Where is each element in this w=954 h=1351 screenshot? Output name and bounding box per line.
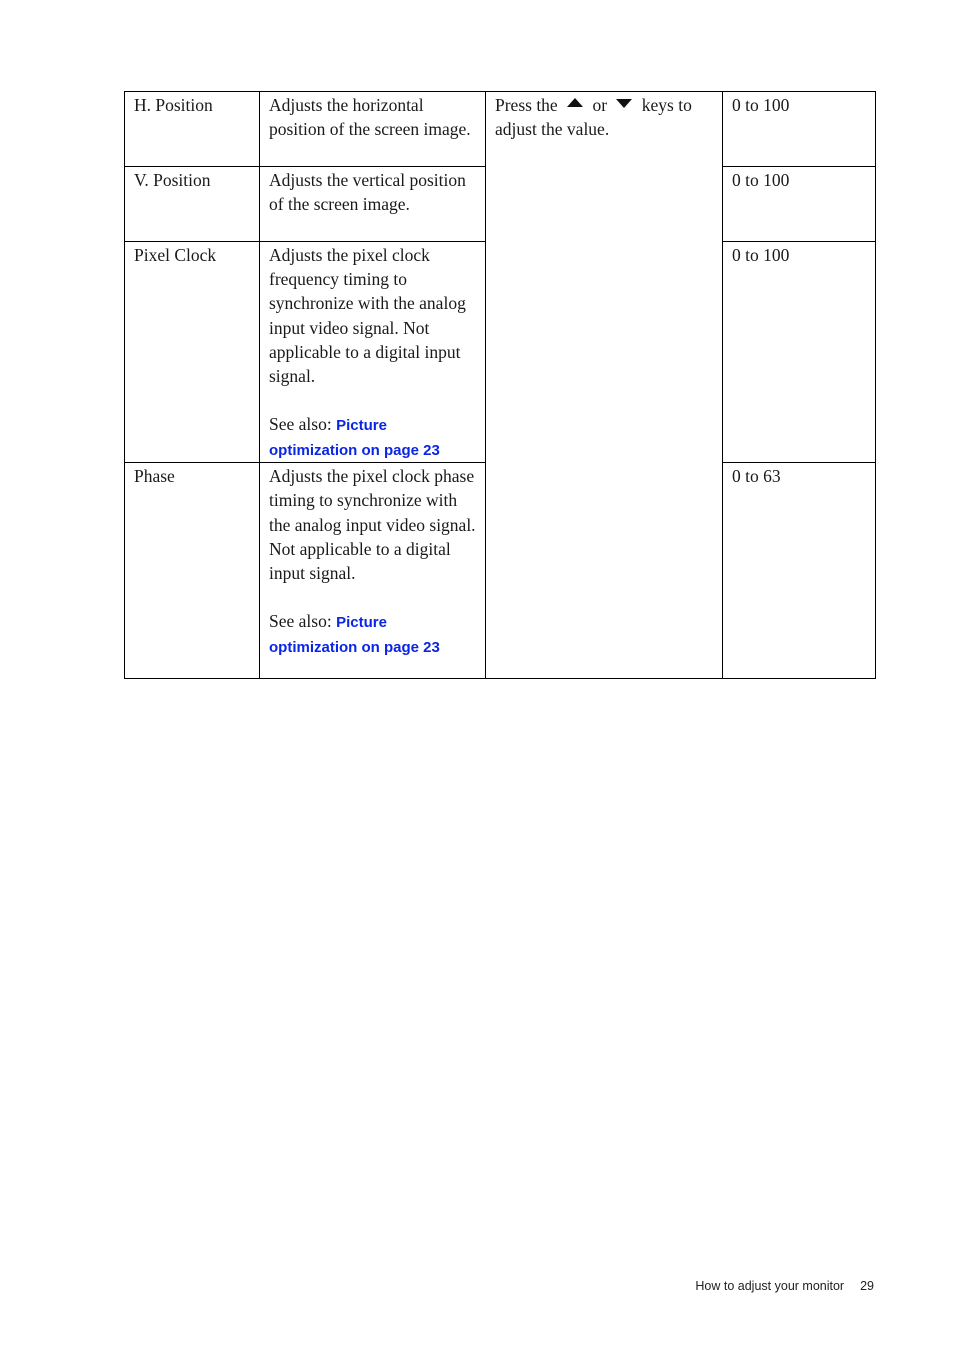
- item-name: Phase: [125, 463, 260, 679]
- item-name: Pixel Clock: [125, 242, 260, 463]
- item-name: H. Position: [125, 92, 260, 167]
- up-arrow-icon: [566, 97, 584, 109]
- page-footer: [695, 1279, 874, 1293]
- item-function-cell: [260, 242, 486, 463]
- settings-table: [124, 91, 876, 679]
- item-range: 0 to 100: [723, 242, 876, 463]
- see-also-label: See also:: [269, 611, 337, 632]
- see-also-link[interactable]: Picture optimization on page 23: [269, 614, 440, 657]
- see-also-label: See also:: [269, 414, 337, 435]
- item-name: V. Position: [125, 167, 260, 242]
- operation-text-after: keys to adjust the value.: [495, 95, 692, 140]
- item-function: Adjusts the pixel clock phase timing to synchronize with the analog input video signal. Not applicable to a digital input signal.: [269, 466, 476, 584]
- item-function: Adjusts the pixel clock frequency timing to synchronize with the analog input video signal. Not applicable to a digital input signal.: [269, 245, 466, 387]
- table-row: [125, 92, 876, 167]
- see-also: [269, 609, 476, 659]
- see-also-link[interactable]: Picture optimization on page 23: [269, 417, 440, 460]
- item-range: 0 to 100: [723, 92, 876, 167]
- operation-text-middle: or: [592, 95, 608, 115]
- item-function: Adjusts the vertical position of the screen image.: [260, 167, 486, 242]
- item-range: 0 to 63: [723, 463, 876, 679]
- item-function: Adjusts the horizontal position of the screen image.: [260, 92, 486, 167]
- operation-text-before: Press the: [495, 95, 558, 115]
- page-number: 29: [860, 1279, 874, 1293]
- item-range: 0 to 100: [723, 167, 876, 242]
- item-function-cell: [260, 463, 486, 679]
- see-also: [269, 412, 476, 462]
- footer-section-title: How to adjust your monitor: [695, 1279, 845, 1293]
- down-arrow-icon: [615, 97, 633, 109]
- operation-cell: [486, 92, 723, 679]
